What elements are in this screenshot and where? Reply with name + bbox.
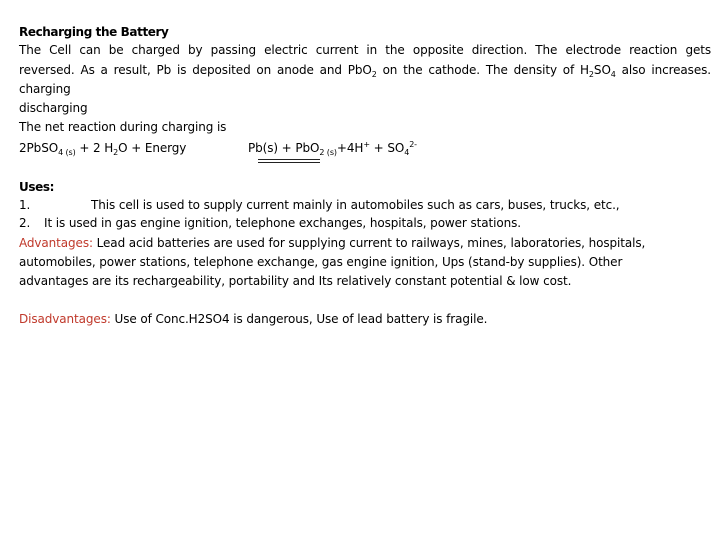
paragraph-line-2: reversed. As a result, Pb is deposited on anode and PbO$_2$ on the cathode. The density of $H_2SO_4$ also increases. <box>19 63 711 79</box>
label-charging: charging <box>19 82 71 96</box>
uses-item-1: 1. This cell is used to supply current mainly in automobiles such as cars, buses, trucks, etc., <box>19 198 620 212</box>
disadvantages-label: Disadvantages: <box>19 312 111 326</box>
uses-heading: Uses: <box>19 180 54 194</box>
advantages-line-3: advantages are its rechargeability, portability and Its relatively constant potential & low cost. <box>19 274 572 288</box>
advantages-label: Advantages: <box>19 236 93 250</box>
label-discharging: discharging <box>19 101 88 115</box>
section-heading-recharging: Recharging the Battery <box>19 25 169 39</box>
advantages-line-1: Advantages: Lead acid batteries are used for supplying current to railways, mines, laboratories, hospitals, <box>19 236 646 250</box>
equation-right: $Pb(s) + PbO_{2 (s)}+4H^+ + SO_4^{2-}$ <box>248 140 417 157</box>
net-reaction-text: The net reaction during charging is <box>19 120 227 134</box>
advantages-line-2: automobiles, power stations, telephone exchange, gas engine ignition, Ups (stand-by supplies). Other <box>19 255 623 269</box>
uses-item-2: 2. It is used in gas engine ignition, telephone exchanges, hospitals, power stations. <box>19 216 521 230</box>
equation-left: 2PbSO$_{4 (s)}$ + 2 $H_2O$ + Energy <box>19 141 187 157</box>
equilibrium-arrows <box>258 159 320 165</box>
disadvantages-line: Disadvantages: Use of Conc.H2SO4 is dangerous, Use of lead battery is fragile. <box>19 312 488 326</box>
paragraph-line-1: The Cell can be charged by passing electric current in the opposite direction. The electrode reaction gets <box>19 43 711 57</box>
